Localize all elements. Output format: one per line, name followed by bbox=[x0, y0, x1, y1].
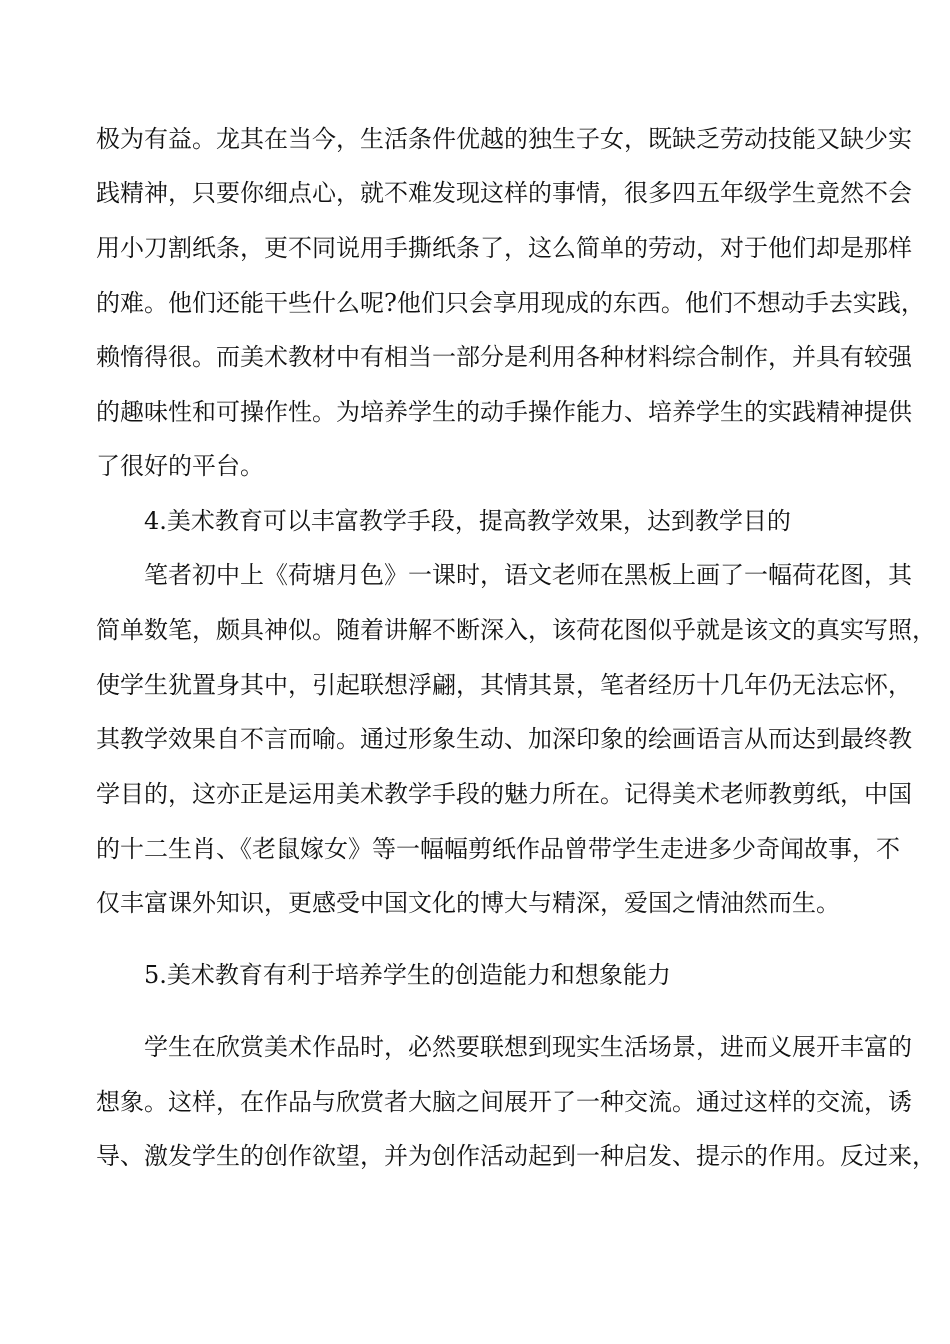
paragraph-2-line-2: 简单数笔，颇具神似。随着讲解不断深入，该荷花图似乎就是该文的真实写照， bbox=[96, 616, 936, 644]
paragraph-1-line-2: 践精神，只要你细点心，就不难发现这样的事情，很多四五年级学生竟然不会 bbox=[96, 179, 912, 207]
paragraph-2-line-5: 学目的，这亦正是运用美术教学手段的魅力所在。记得美术老师教剪纸，中国 bbox=[96, 780, 912, 808]
section-heading-4: 4.美术教育可以丰富教学手段，提高教学效果，达到教学目的 bbox=[144, 507, 791, 535]
paragraph-1-line-1: 极为有益。龙其在当今，生活条件优越的独生子女，既缺乏劳动技能又缺少实 bbox=[96, 125, 912, 153]
paragraph-1-line-4: 的难。他们还能干些什么呢?他们只会享用现成的东西。他们不想动手去实践， bbox=[96, 289, 925, 317]
paragraph-2-line-6: 的十二生肖、《老鼠嫁女》等一幅幅剪纸作品曾带学生走进多少奇闻故事，不 bbox=[96, 835, 900, 863]
paragraph-1-line-6: 的趣味性和可操作性。为培养学生的动手操作能力、培养学生的实践精神提供 bbox=[96, 398, 912, 426]
paragraph-2-line-3: 使学生犹置身其中，引起联想浮翩，其情其景，笔者经历十几年仍无法忘怀， bbox=[96, 671, 912, 699]
paragraph-1-line-7: 了很好的平台。 bbox=[96, 452, 264, 480]
paragraph-2-line-4: 其教学效果自不言而喻。通过形象生动、加深印象的绘画语言从而达到最终教 bbox=[96, 725, 912, 753]
paragraph-3-line-2: 想象。这样，在作品与欣赏者大脑之间展开了一种交流。通过这样的交流，诱 bbox=[96, 1088, 912, 1116]
paragraph-1-line-3: 用小刀割纸条，更不同说用手撕纸条了，这么简单的劳动，对于他们却是那样 bbox=[96, 234, 912, 262]
paragraph-3-line-1: 学生在欣赏美术作品时，必然要联想到现实生活场景，进而义展开丰富的 bbox=[144, 1033, 912, 1061]
section-heading-5: 5.美术教育有利于培养学生的创造能力和想象能力 bbox=[144, 961, 671, 989]
paragraph-1-line-5: 赖惰得很。而美术教材中有相当一部分是利用各种材料综合制作，并具有较强 bbox=[96, 343, 912, 371]
paragraph-2-line-1: 笔者初中上《荷塘月色》一课时，语文老师在黑板上画了一幅荷花图，其 bbox=[144, 561, 912, 589]
paragraph-3-line-3: 导、激发学生的创作欲望，并为创作活动起到一种启发、提示的作用。反过来， bbox=[96, 1142, 936, 1170]
paragraph-2-line-7: 仅丰富课外知识，更感受中国文化的博大与精深，爱国之情油然而生。 bbox=[96, 889, 840, 917]
